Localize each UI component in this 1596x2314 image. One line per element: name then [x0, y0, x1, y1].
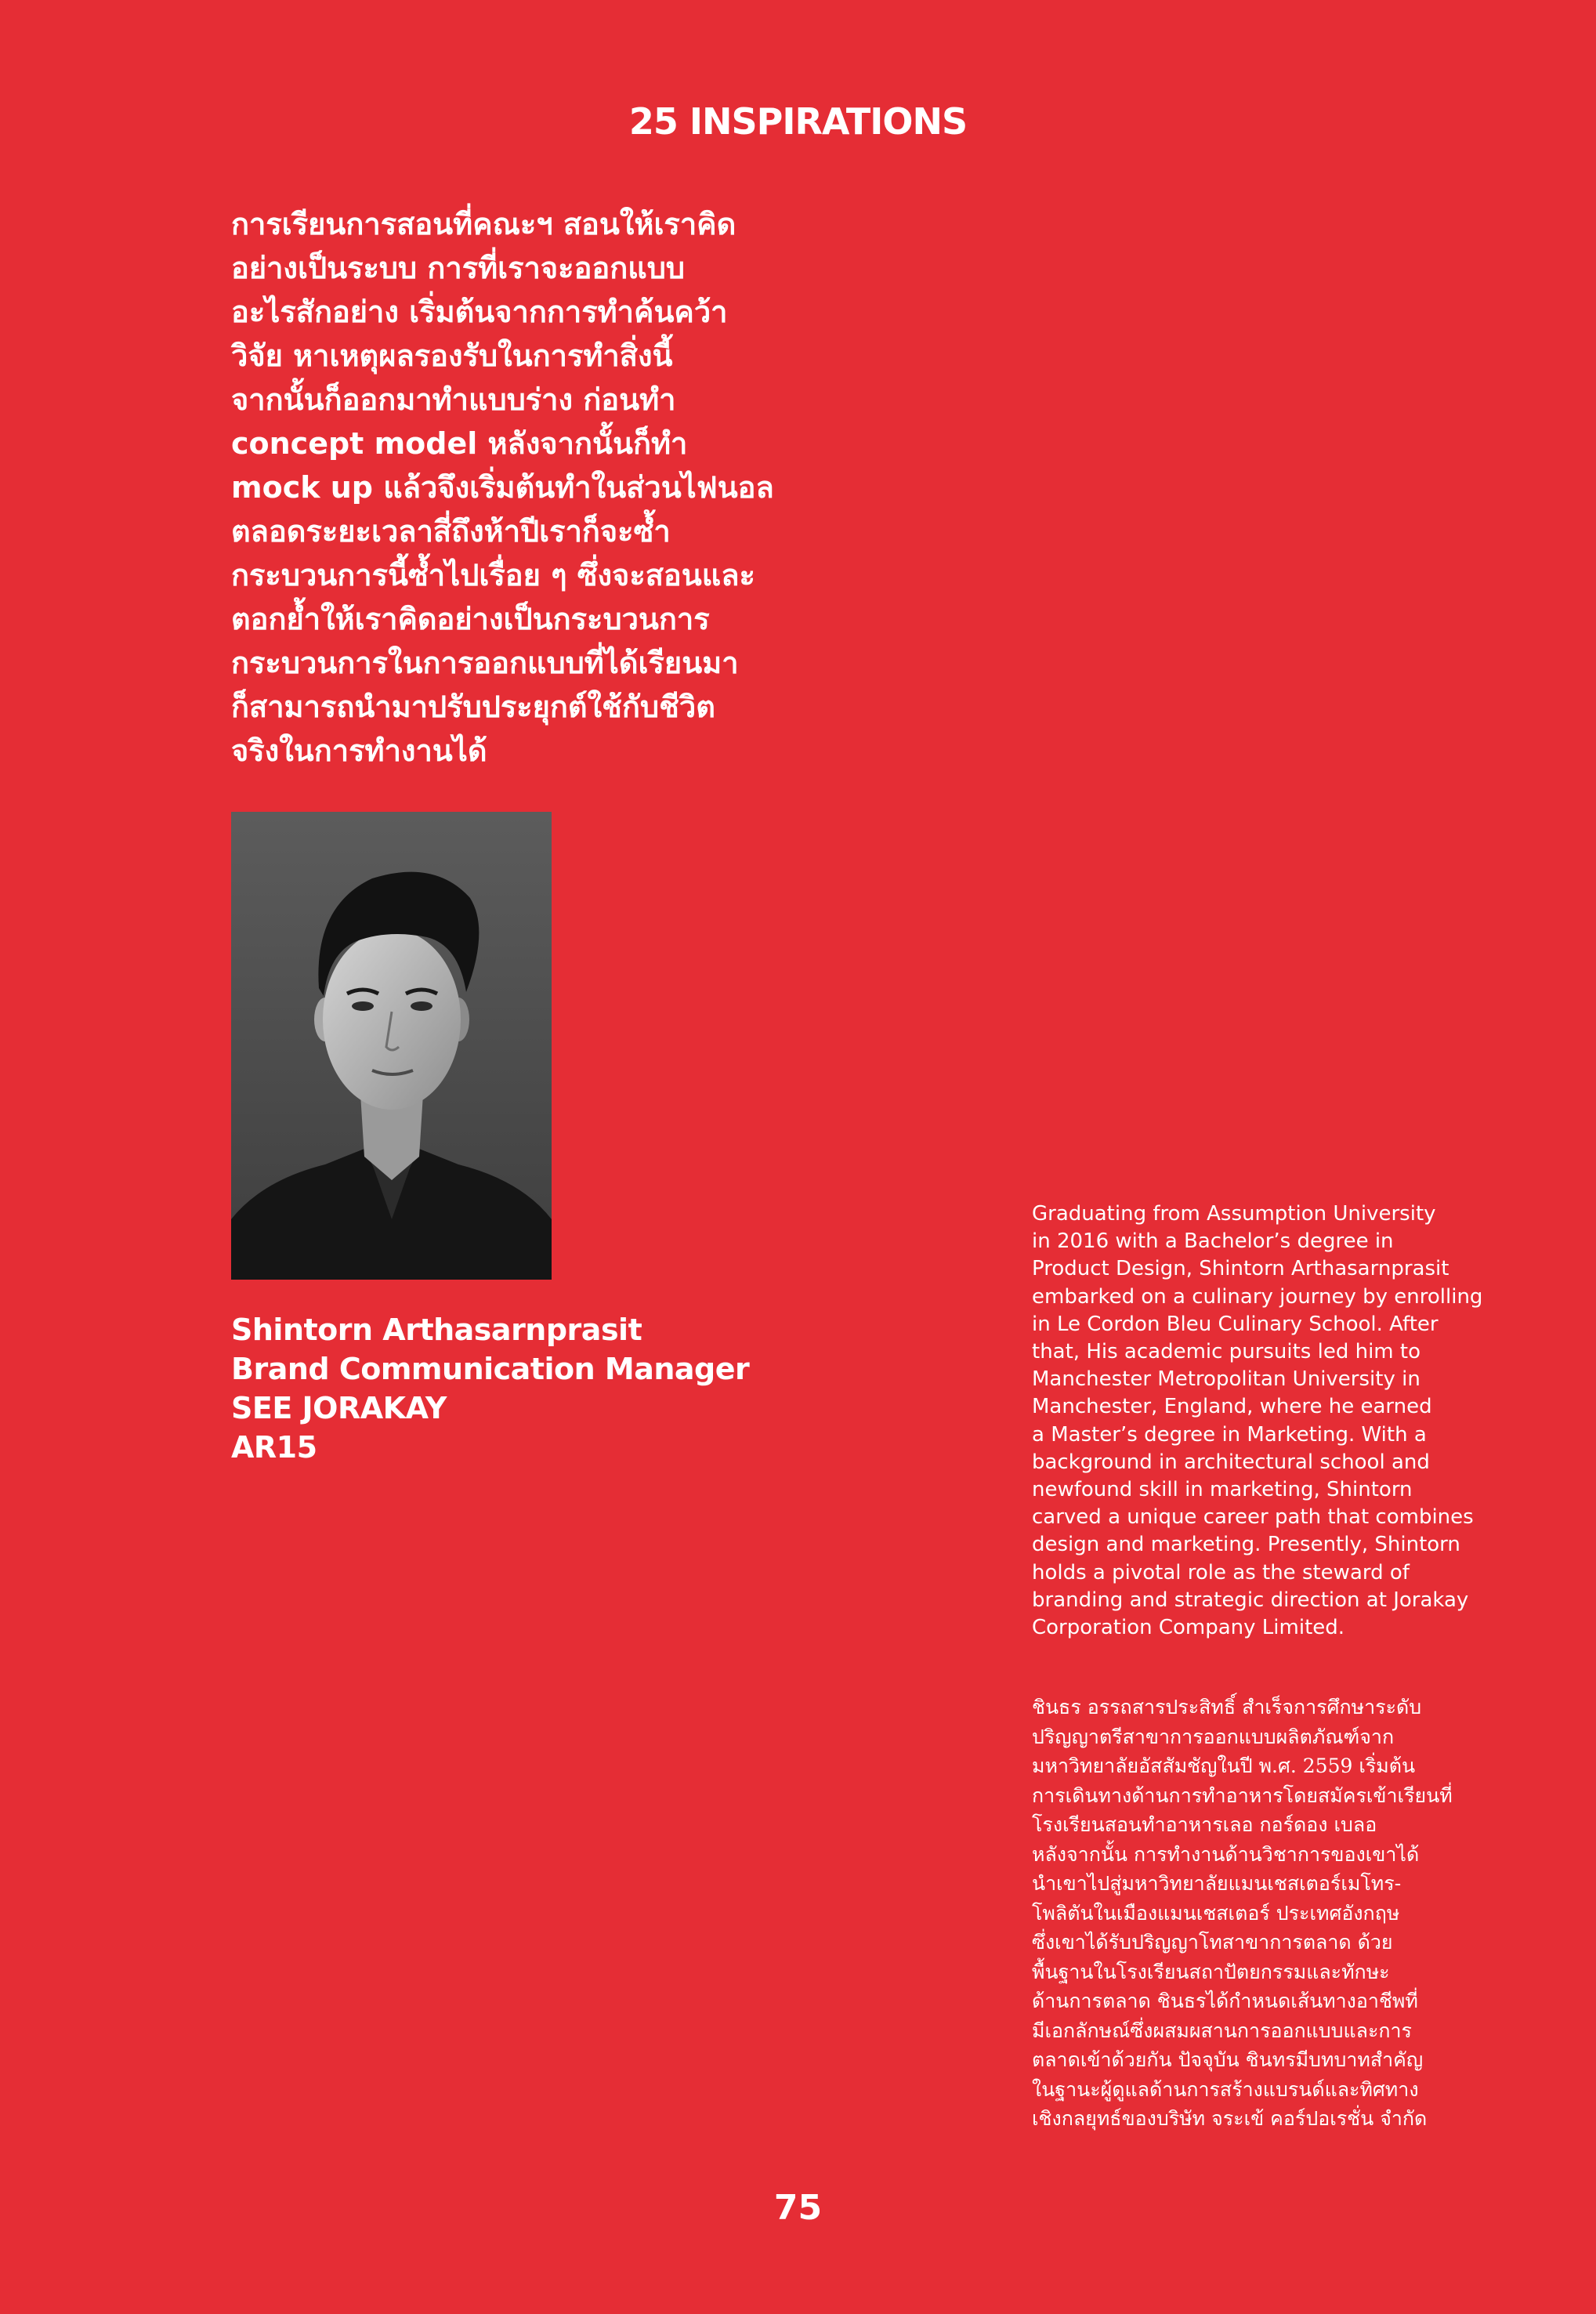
bio-en-line: embarked on a culinary journey by enrolling — [1032, 1284, 1483, 1309]
bio-th-line: หลังจากนั้น การทำงานด้านวิชาการของเขาได้ — [1032, 1842, 1420, 1866]
quote-line: จากนั้นก็ออกมาทำแบบร่าง ก่อนทำ — [231, 382, 676, 417]
bio-en-line: a Master’s degree in Marketing. With a — [1032, 1422, 1427, 1447]
bio-en-line: carved a unique career path that combines — [1032, 1505, 1474, 1530]
person-position: Brand Communication Manager — [231, 1352, 750, 1386]
bio-en-line: design and marketing. Presently, Shintorn — [1032, 1533, 1460, 1557]
person-class: AR15 — [231, 1430, 317, 1465]
bio-th-line: โพลิตันในเมืองแมนเชสเตอร์ ประเทศอังกฤษ — [1032, 1901, 1400, 1925]
quote-line: จริงในการทำงานได้ — [231, 733, 487, 768]
bio-th-line: เชิงกลยุทธ์ของบริษัท จระเข้ คอร์ปอเรชั่น จำกัด — [1032, 2107, 1428, 2130]
quote-line: กระบวนการในการออกแบบที่ได้เรียนมา — [231, 646, 739, 680]
bio-th-line: มหาวิทยาลัยอัสสัมชัญในปี พ.ศ. 2559 เริ่มต้น — [1032, 1755, 1416, 1777]
bio-en-line: Manchester Metropolitan University in — [1032, 1367, 1420, 1392]
quote-line: อะไรสักอย่าง เริ่มต้นจากการทำค้นคว้า — [231, 295, 728, 329]
quote-line: กระบวนการนี้ซ้ำไปเรื่อย ๆ ซึ่งจะสอนและ — [231, 558, 755, 592]
quote-line: ตลอดระยะเวลาสี่ถึงห้าปีเราก็จะซ้ำ — [231, 514, 671, 549]
quote-line: ตอกย้ำให้เราคิดอย่างเป็นกระบวนการ — [231, 602, 710, 636]
bio-th-line: ปริญญาตรีสาขาการออกแบบผลิตภัณฑ์จาก — [1032, 1725, 1395, 1748]
biography-english — [1032, 1200, 1483, 1642]
bio-th-line: ซึ่งเขาได้รับปริญญาโทสาขาการตลาด ด้วย — [1032, 1931, 1393, 1954]
bio-th-line: ตลาดเข้าด้วยกัน ปัจจุบัน ชินทรมีบทบาทสำคัญ — [1032, 2048, 1424, 2071]
person-company: SEE JORAKAY — [231, 1391, 447, 1425]
person-credit — [231, 1310, 749, 1467]
bio-en-line: holds a pivotal role as the steward of — [1032, 1560, 1410, 1584]
bio-en-line: Graduating from Assumption University — [1032, 1202, 1436, 1226]
bio-en-line: Manchester, England, where he earned — [1032, 1395, 1432, 1419]
quote-line: mock up แล้วจึงเริ่มต้นทำในส่วนไฟนอล — [231, 470, 774, 505]
bio-th-line: นำเขาไปสู่มหาวิทยาลัยแมนเชสเตอร์เมโทร- — [1032, 1872, 1402, 1895]
bio-th-line: โรงเรียนสอนทำอาหารเลอ กอร์ดอง เบลอ — [1032, 1813, 1377, 1836]
bio-en-line: branding and strategic direction at Jorakay — [1032, 1588, 1469, 1612]
quote-line: ก็สามารถนำมาปรับประยุกต์ใช้กับชีวิต — [231, 690, 715, 724]
portrait-illustration — [231, 812, 552, 1280]
bio-en-line: background in architectural school and — [1032, 1450, 1430, 1474]
bio-th-line: ด้านการตลาด ชินธรได้กำหนดเส้นทางอาชีพที่ — [1032, 1990, 1418, 2012]
page-number: 75 — [773, 2188, 823, 2228]
bio-en-line: Corporation Company Limited. — [1032, 1616, 1345, 1640]
bio-en-line: in Le Cordon Bleu Culinary School. After — [1032, 1312, 1439, 1336]
bio-en-line: that, His academic pursuits led him to — [1032, 1340, 1420, 1364]
quote-line: concept model หลังจากนั้นก็ทำ — [231, 426, 688, 461]
bio-th-line: การเดินทางด้านการทำอาหารโดยสมัครเข้าเรียนที่ — [1032, 1783, 1453, 1807]
bio-en-line: Product Design, Shintorn Arthasarnprasit — [1032, 1257, 1449, 1281]
bio-th-line: พื้นฐานในโรงเรียนสถาปัตยกรรมและทักษะ — [1032, 1960, 1390, 1983]
page-header-title: 25 INSPIRATIONS — [628, 100, 968, 143]
bio-th-line: ในฐานะผู้ดูแลด้านการสร้างแบรนด์และทิศทาง — [1032, 2077, 1419, 2101]
bio-en-line: newfound skill in marketing, Shintorn — [1032, 1478, 1413, 1502]
quote-line: การเรียนการสอนที่คณะฯ สอนให้เราคิด — [231, 207, 736, 241]
quote-line: วิจัย หาเหตุผลรองรับในการทำสิ่งนี้ — [231, 339, 673, 373]
biography-thai — [1032, 1693, 1486, 2134]
portrait-photo — [231, 812, 552, 1280]
bio-th-line: ชินธร อรรถสารประสิทธิ์ สำเร็จการศึกษาระดับ — [1032, 1696, 1422, 1718]
quote-line: อย่างเป็นระบบ การที่เราจะออกแบบ — [231, 251, 685, 285]
pull-quote — [231, 202, 795, 773]
bio-th-line: มีเอกลักษณ์ซึ่งผสมผสานการออกแบบและการ — [1032, 2019, 1412, 2042]
bio-en-line: in 2016 with a Bachelor’s degree in — [1032, 1229, 1394, 1254]
person-name: Shintorn Arthasarnprasit — [231, 1313, 642, 1347]
